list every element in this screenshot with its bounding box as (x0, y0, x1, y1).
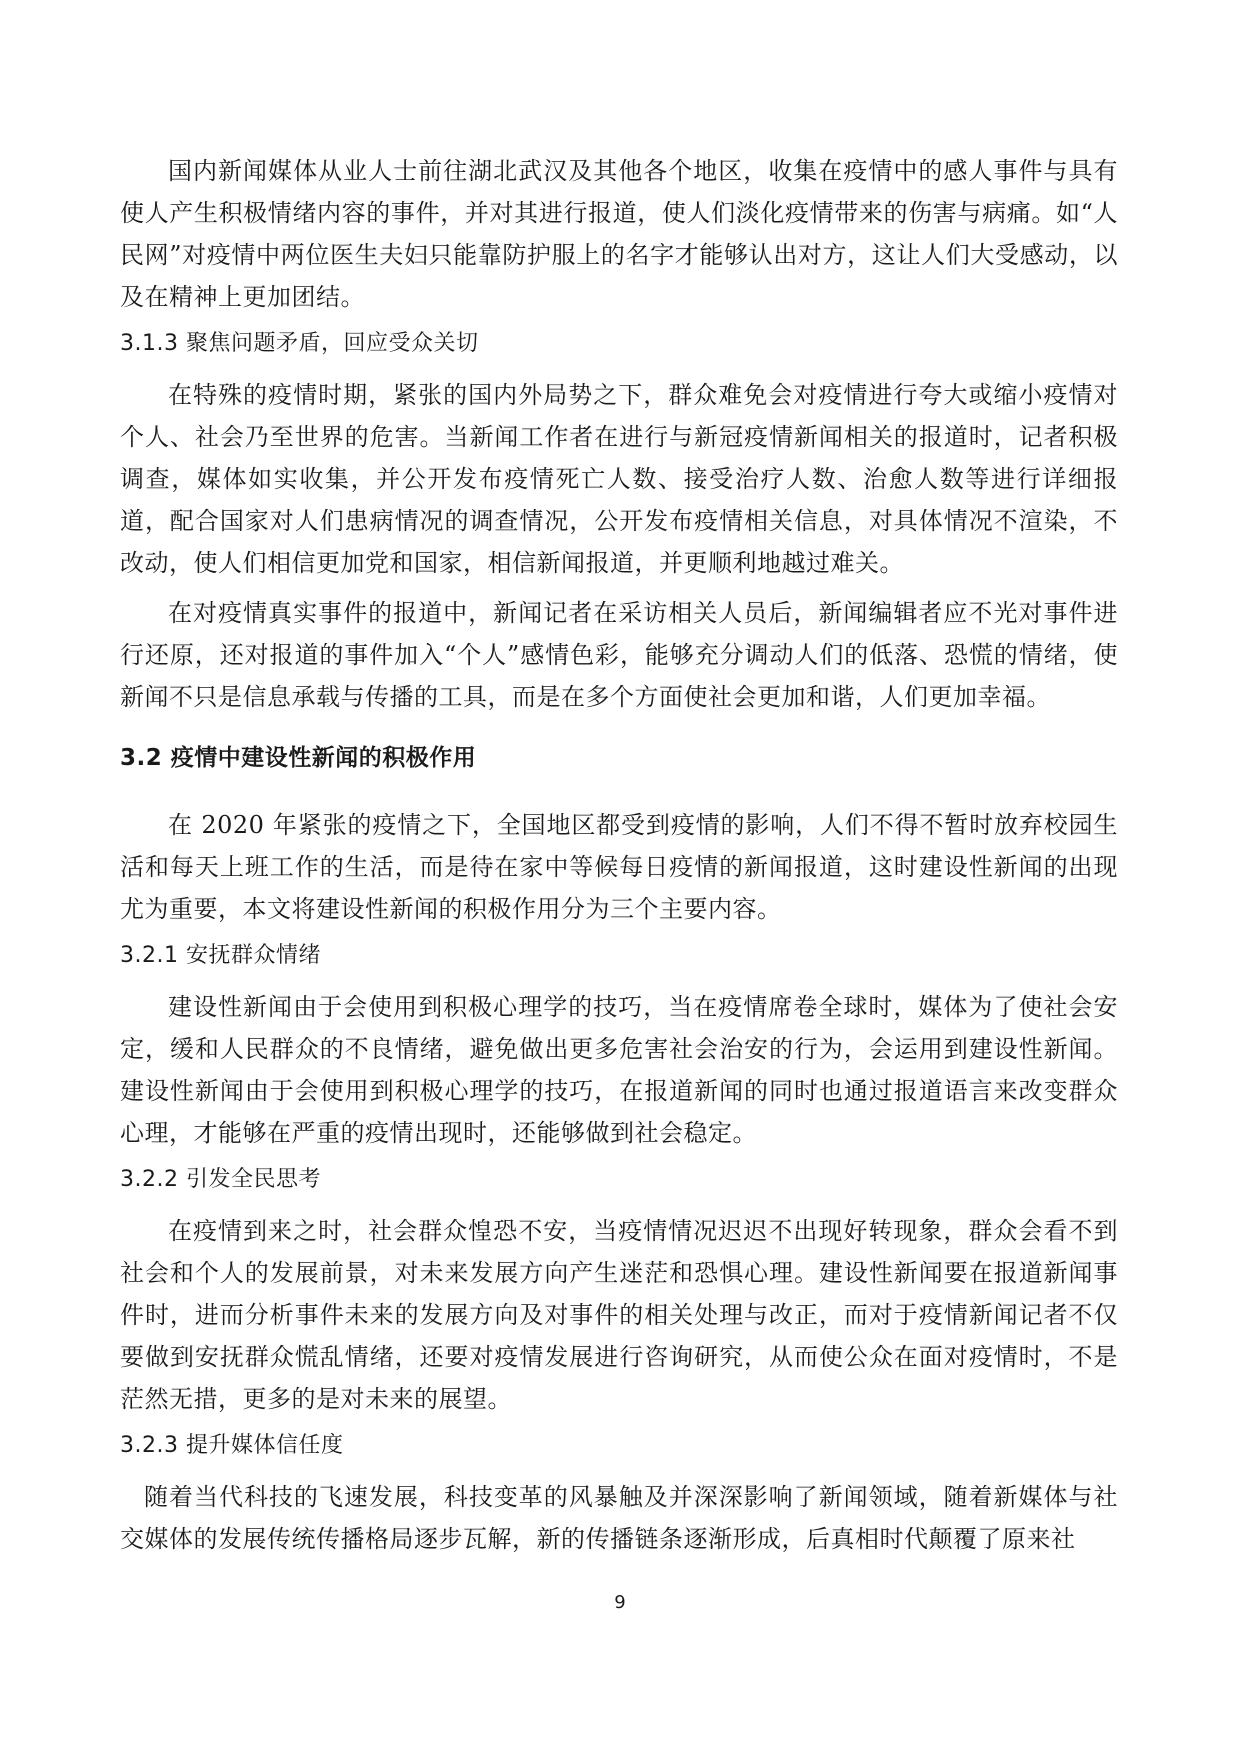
body-paragraph: 在疫情到来之时，社会群众惶恐不安，当疫情情况迟迟不出现好转现象，群众会看不到社会和个人的发展前景，对未来发展方向产生迷茫和恐惧心理。建设性新闻要在报道新闻事件时，进而分析事件未来的发展方向及对事件的相关处理与改正，而对于疫情新闻记者不仅要做到安抚群众慌乱情绪，还要对疫情发展进行咨询研究，从而使公众在面对疫情时，不是茫然无措，更多的是对未来的展望。 (120, 1217, 1118, 1413)
body-paragraph: 国内新闻媒体从业人士前往湖北武汉及其他各个地区，收集在疫情中的感人事件与具有使人产生积极情绪内容的事件，并对其进行报道，使人们淡化疫情带来的伤害与病痛。如“人民网”对疫情中两位医生夫妇只能靠防护服上的名字才能够认出对方，这让人们大受感动，以及在精神上更加团结。 (120, 157, 1118, 311)
subsection-heading: 3.2.2 引发全民思考 (120, 1167, 321, 1192)
subsection-heading: 3.2.3 提升媒体信任度 (120, 1433, 344, 1458)
body-paragraph: 在对疫情真实事件的报道中，新闻记者在采访相关人员后，新闻编辑者应不光对事件进行还原，还对报道的事件加入“个人”感情色彩，能够充分调动人们的低落、恐慌的情绪，使新闻不只是信息承载与传播的工具，而是在多个方面使社会更加和谐，人们更加幸福。 (120, 599, 1118, 711)
body-paragraph: 在 2020 年紧张的疫情之下，全国地区都受到疫情的影响，人们不得不暂时放弃校园生活和每天上班工作的生活，而是待在家中等候每日疫情的新闻报道，这时建设性新闻的出现尤为重要，本文将建设性新闻的积极作用分为三个主要内容。 (120, 811, 1118, 923)
body-paragraph: 随着当代科技的飞速发展，科技变革的风暴触及并深深影响了新闻领域，随着新媒体与社交媒体的发展传统传播格局逐步瓦解，新的传播链条逐渐形成，后真相时代颠覆了原来社 (120, 1483, 1118, 1553)
subsection-heading: 3.1.3 聚焦问题矛盾，回应受众关切 (120, 331, 479, 356)
subsection-heading: 3.2.1 安抚群众情绪 (120, 943, 321, 968)
body-paragraph: 在特殊的疫情时期，紧张的国内外局势之下，群众难免会对疫情进行夸大或缩小疫情对个人、社会乃至世界的危害。当新闻工作者在进行与新冠疫情新闻相关的报道时，记者积极调查，媒体如实收集，并公开发布疫情死亡人数、接受治疗人数、治愈人数等进行详细报道，配合国家对人们患病情况的调查情况，公开发布疫情相关信息，对具体情况不渲染，不改动，使人们相信更加党和国家，相信新闻报道，并更顺利地越过难关。 (120, 381, 1118, 577)
section-heading: 3.2 疫情中建设性新闻的积极作用 (120, 745, 477, 771)
page-number: 9 (614, 1592, 626, 1613)
page-content (120, 150, 1118, 1568)
body-paragraph: 建设性新闻由于会使用到积极心理学的技巧，当在疫情席卷全球时，媒体为了使社会安定，缓和人民群众的不良情绪，避免做出更多危害社会治安的行为，会运用到建设性新闻。建设性新闻由于会使用到积极心理学的技巧，在报道新闻的同时也通过报道语言来改变群众心理，才能够在严重的疫情出现时，还能够做到社会稳定。 (120, 993, 1118, 1147)
